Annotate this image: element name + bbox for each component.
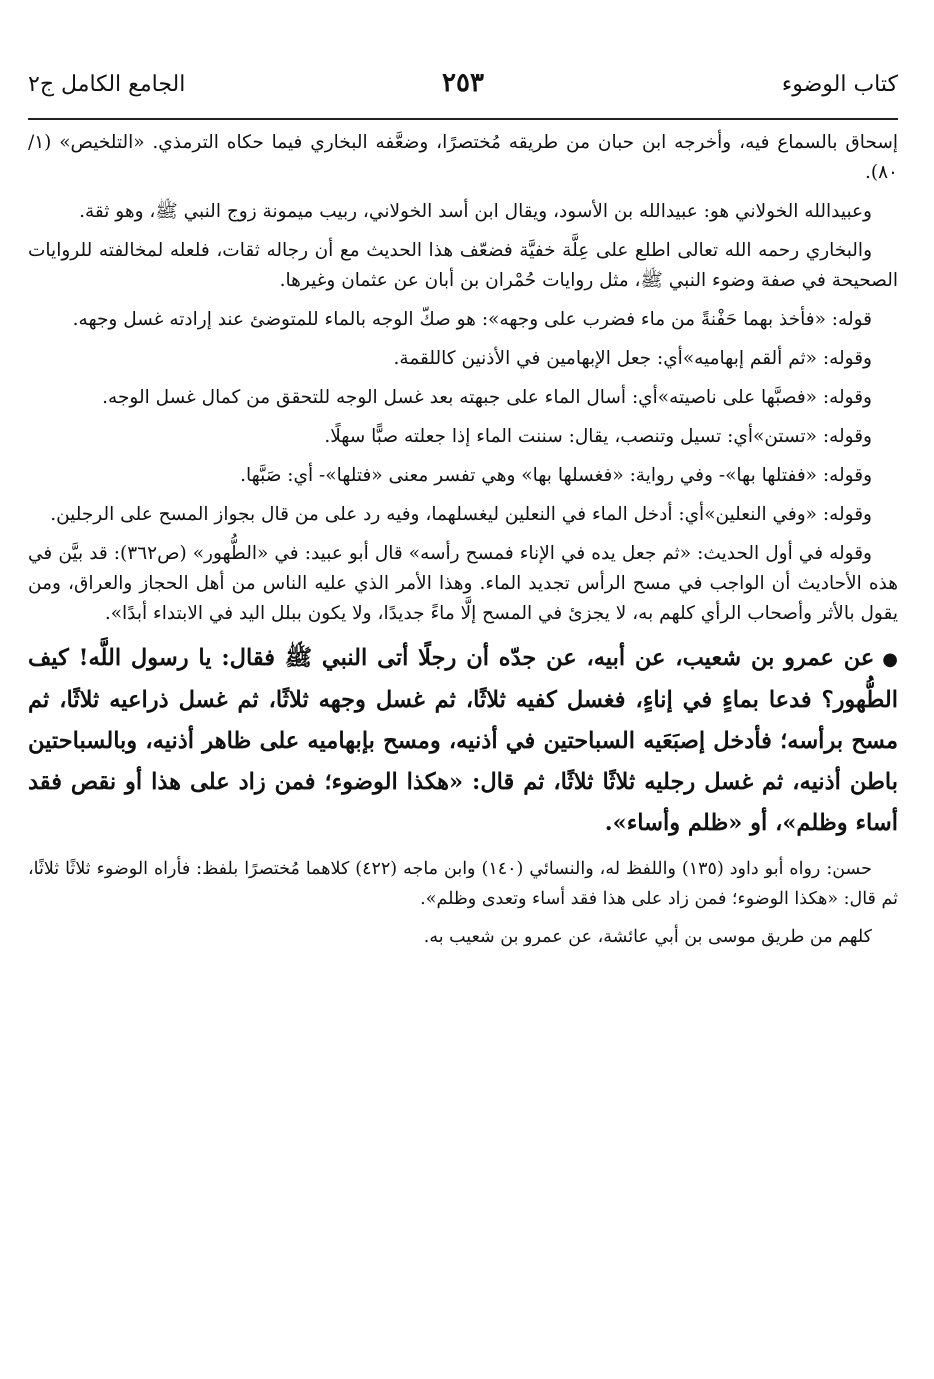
page-number: ٢٥٣ xyxy=(442,68,484,98)
commentary-paragraph: وقوله: «فصبَّها على ناصيته»أي: أسال الماء على جبهته بعد غسل الوجه للتحقق من كمال غسل الوجه. xyxy=(102,387,872,408)
commentary-paragraph: وعبيدالله الخولاني هو: عبيدالله بن الأسود، ويقال ابن أسد الخولاني، ربيب ميمونة زوج النبي ﷺ، وهو ثقة. xyxy=(79,201,872,222)
page-header xyxy=(28,60,898,110)
hadith-text: عن عمرو بن شعيب، عن أبيه، عن جدّه أن رجلًا أتى النبي ﷺ فقال: يا رسول اللَّه! كيف الطُّهور؟ فدعا بماءٍ في إناءٍ، فغسل كفيه ثلاثًا، ثم غسل وجهه ثلاثًا، ثم غسل ذراعيه ثلاثًا، ثم مسح برأسه؛ فأدخل إصبَعَيه السباحتين في أذنيه، ومسح بإبهاميه على ظاهر أذنيه، وبالسباحتين باطن أذنيه، ثم غسل رجليه ثلاثًا ثلاثًا، ثم قال: «هكذا الوضوء؛ فمن زاد على هذا أو نقص فقد أساء وظلم»، أو «ظلم وأساء». xyxy=(28,645,898,836)
commentary-paragraph: قوله: «فأخذ بهما حَفْنةً من ماء فضرب على وجهه»: هو صكّ الوجه بالماء للمتوضئ عند إرادته غسل وجهه. xyxy=(72,309,872,330)
bullet-icon: ● xyxy=(882,648,898,670)
commentary-paragraph: وقوله: «تستن»أي: تسيل وتنصب، يقال: سننت الماء إذا جعلته صبًّا سهلًا. xyxy=(324,426,872,447)
book-title: الجامع الكامل ج٢ xyxy=(28,72,186,97)
commentary-paragraph: إسحاق بالسماع فيه، وأخرجه ابن حبان من طريقه مُختصرًا، وضعَّفه البخاري فيما حكاه الترمذي. «التلخيص» (١/ ٨٠). xyxy=(28,132,898,183)
footnote-grading: حسن: رواه أبو داود (١٣٥) واللفظ له، والنسائي (١٤٠) وابن ماجه (٤٢٢) كلاهما مُختصرًا بلفظ: فأراه الوضوء ثلاثًا ثلاثًا، ثم قال: «هكذا الوضوء؛ فمن زاد على هذا فقد أساء وتعدى وظلم». xyxy=(28,858,898,909)
page-body xyxy=(28,128,898,960)
header-divider xyxy=(28,118,898,120)
hadith-text-block xyxy=(28,638,898,844)
commentary-paragraph: وقوله في أول الحديث: «ثم جعل يده في الإناء فمسح رأسه» قال أبو عبيد: في «الطُّهور» (ص٣٦٢): قد بيَّن في هذه الأحاديث أن الواجب في مسح الرأس تجديد الماء. وهذا الأمر الذي عليه الناس من أهل الحجاز والعراق، ومن يقول بالأثر وأصحاب الرأي كلهم به، لا يجزئ في المسح إلَّا ماءً جديدًا، ولا يكون ببلل اليد في الابتداء أبدًا». xyxy=(28,543,898,624)
chapter-title: كتاب الوضوء xyxy=(781,72,898,97)
commentary-paragraph: وقوله: «وفي النعلين»أي: أدخل الماء في النعلين ليغسلهما، وفيه رد على من قال بجواز المسح على الرجلين. xyxy=(50,504,872,525)
commentary-paragraph: والبخاري رحمه الله تعالى اطلع على عِلَّة خفيَّة فضعّف هذا الحديث مع أن رجاله ثقات، فلعله لمخالفته للروايات الصحيحة في صفة وضوء النبي ﷺ، مثل روايات حُمْران بن أبان عن عثمان وغيرها. xyxy=(28,240,898,291)
footnote-chain: كلهم من طريق موسى بن أبي عائشة، عن عمرو بن شعيب به. xyxy=(423,926,872,947)
commentary-paragraph: وقوله: «ثم ألقم إبهاميه»أي: جعل الإبهامين في الأذنين كاللقمة. xyxy=(393,348,872,369)
commentary-paragraph: وقوله: «ففتلها بها»- وفي رواية: «فغسلها بها» وهي تفسر معنى «فتلها»- أي: صَبَّها. xyxy=(240,465,872,486)
book-page xyxy=(28,0,898,1379)
